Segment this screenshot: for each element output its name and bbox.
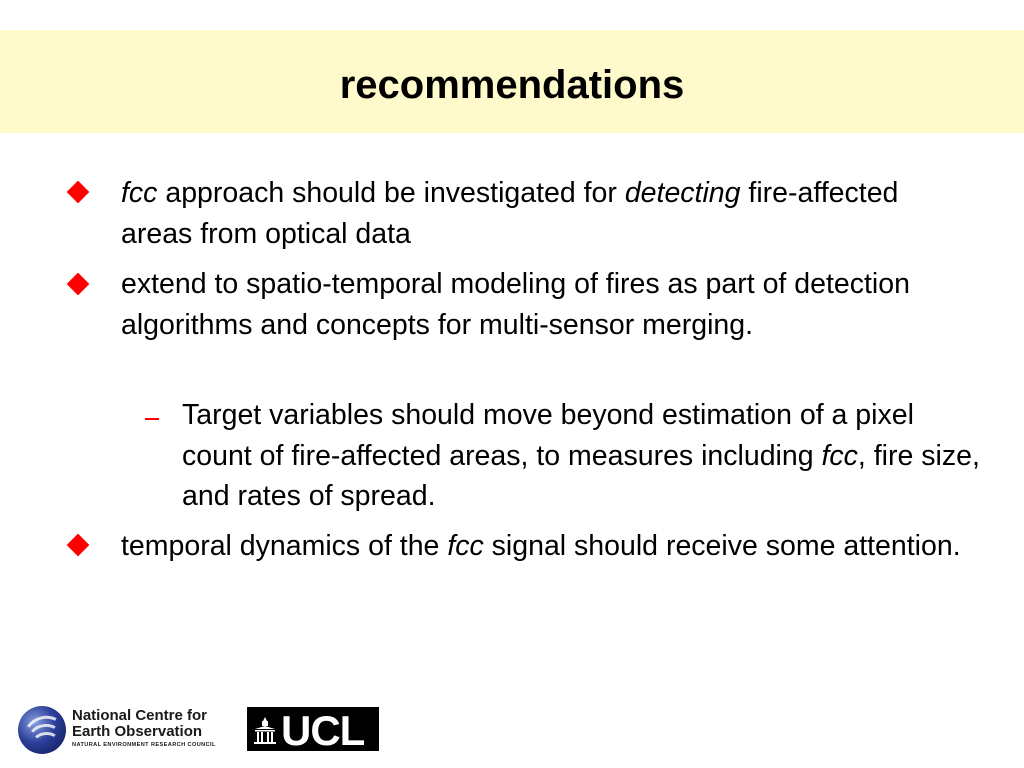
bullet-text-segment: temporal dynamics of the xyxy=(121,530,448,562)
slide-title: recommendations xyxy=(339,63,685,107)
bullet-text-segment: fire-affected areas from optical data xyxy=(121,177,899,250)
bullet-text-segment: fcc xyxy=(121,177,158,209)
bullet-item-fcc-approach xyxy=(121,173,971,254)
diamond-bullet-icon xyxy=(67,273,90,296)
diamond-bullet-icon xyxy=(67,534,90,557)
ucl-logo-text: UCL xyxy=(281,707,365,751)
bullet-text-segment: , fire size, and rates of spread. xyxy=(182,439,980,512)
ncoe-logo-line3: NATURAL ENVIRONMENT RESEARCH COUNCIL xyxy=(72,742,216,748)
bullet-item-temporal-dynamics xyxy=(121,526,971,567)
sub-bullet-item-target-variables xyxy=(182,395,982,517)
ncoe-logo xyxy=(16,702,226,754)
ncoe-logo-line1: National Centre for xyxy=(72,707,208,724)
bullet-text-segment: extend to spatio-temporal modeling of fires as part of detection algorithms and concepts for multi-sensor merging. xyxy=(121,268,910,341)
bullet-item-spatio-temporal xyxy=(121,264,971,345)
ucl-logo xyxy=(247,707,379,751)
dash-bullet-icon xyxy=(145,418,159,420)
bullet-text-segment: Target variables should move beyond estimation of a pixel count of fire-affected areas, to measures including xyxy=(182,399,914,472)
ncoe-logo-text xyxy=(72,708,216,750)
bullet-text-segment: detecting xyxy=(624,177,741,209)
bullet-text-segment: approach should be investigated for xyxy=(157,177,625,209)
bullet-text-segment: signal should receive some attention. xyxy=(483,530,961,562)
ncoe-logo-line2: Earth Observation xyxy=(72,723,203,740)
portico-icon xyxy=(253,717,277,747)
bullet-text-segment: fcc xyxy=(447,530,484,562)
bullet-text-segment: fcc xyxy=(821,439,858,472)
globe-icon xyxy=(18,706,66,754)
diamond-bullet-icon xyxy=(67,181,90,204)
